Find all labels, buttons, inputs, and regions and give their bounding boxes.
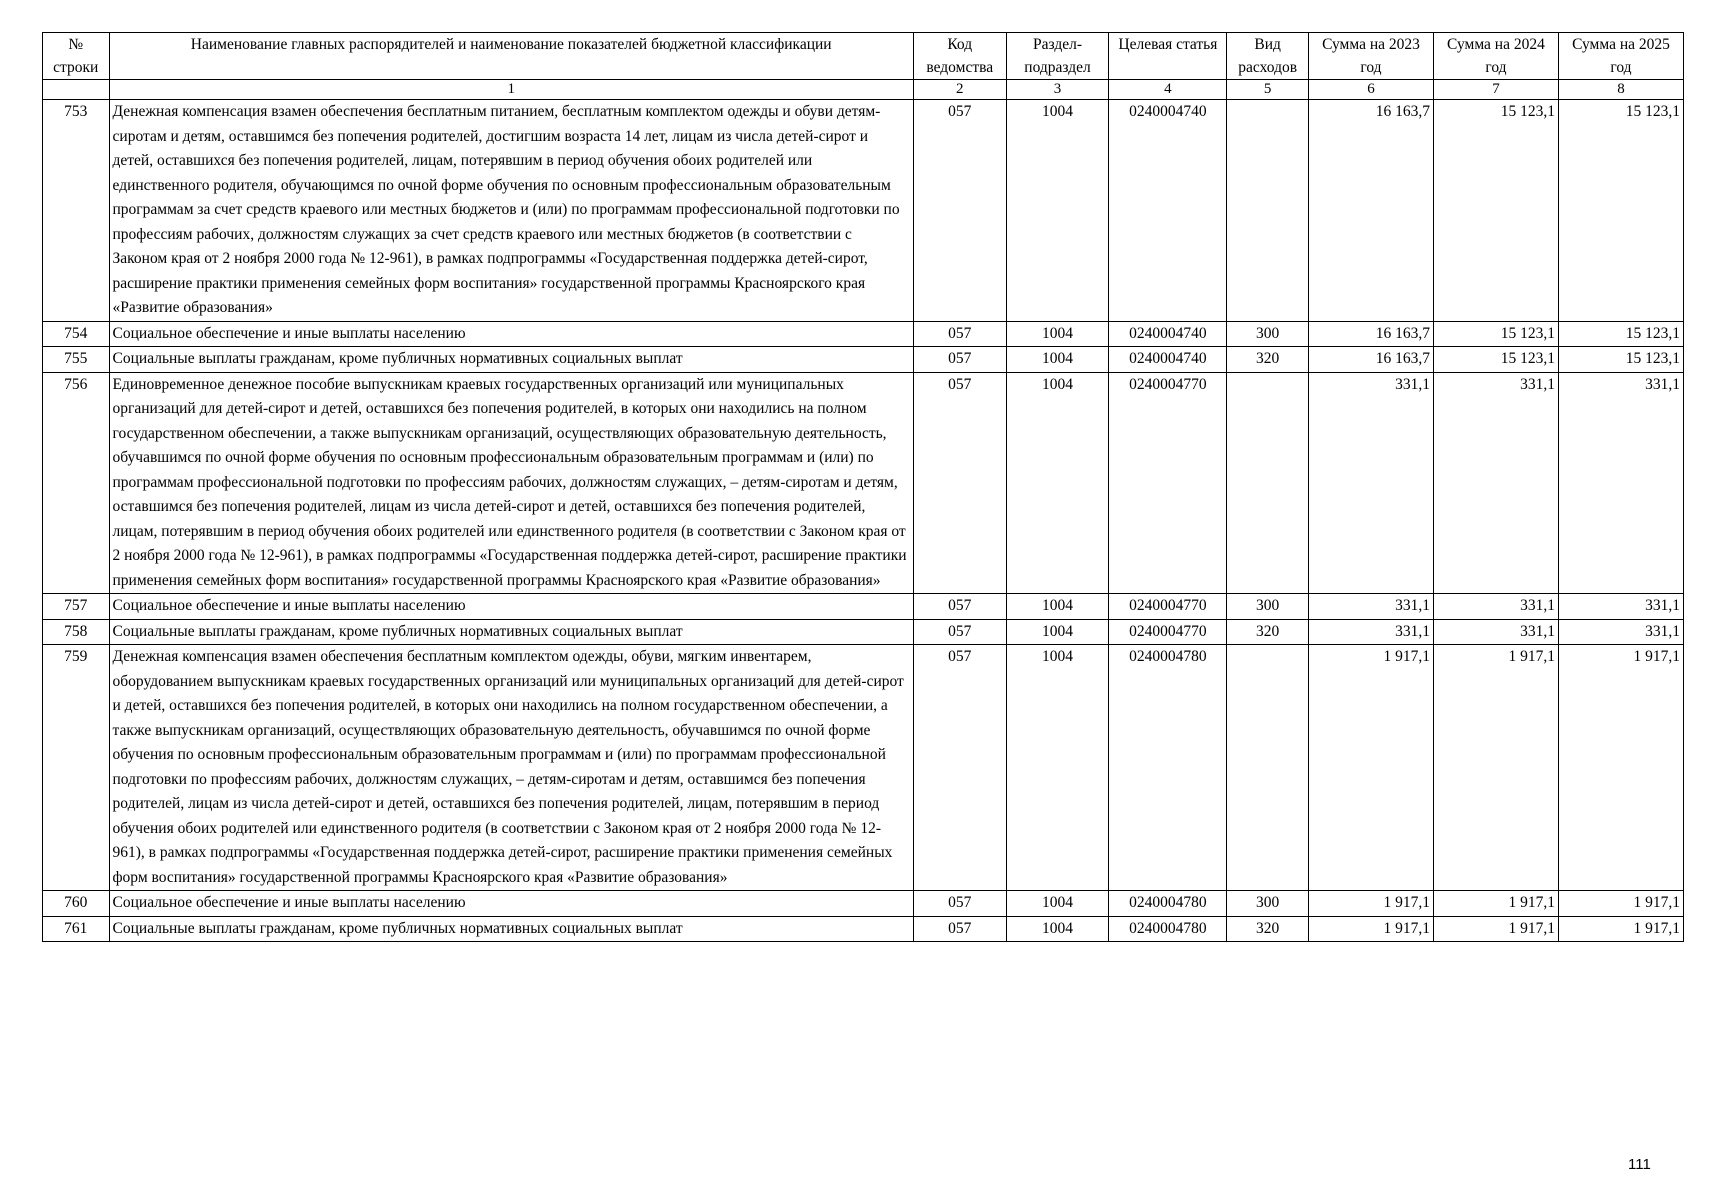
table-body xyxy=(43,100,1684,942)
ministry-code-cell: 057 xyxy=(913,891,1006,917)
table-row xyxy=(43,594,1684,620)
column-number: 7 xyxy=(1433,80,1558,100)
header-sum-2025: Сумма на 2025 год xyxy=(1558,33,1683,80)
row-number-cell: 758 xyxy=(43,619,110,645)
ministry-code-cell: 057 xyxy=(913,645,1006,891)
indicator-name-cell: Социальные выплаты гражданам, кроме публичных нормативных социальных выплат xyxy=(109,916,913,942)
target-article-cell: 0240004740 xyxy=(1109,100,1227,322)
target-article-cell: 0240004740 xyxy=(1109,347,1227,373)
indicator-name-cell: Денежная компенсация взамен обеспечения бесплатным питанием, бесплатным комплектом одежды и обуви детям-сиротам и детям, оставшимся без попечения родителей, достигшим возраста 14 лет, лицам из числа детей-сирот и детей, оставшихся без попечения родителей, лицам, потерявшим в период обучения обоих родителей или единственного родителя, обучающимся по очной форме обучения по основным профессиональным образовательным программам за счет средств краевого или местных бюджетов и (или) по программам профессиональной подготовки по профессиям рабочих, должностям служащих за счет средств краевого или местных бюджетов (в соответствии с Законом края от 2 ноября 2000 года № 12-961), в рамках подпрограммы «Государственная поддержка детей-сирот, расширение практики применения семейных форм воспитания» государственной программы Красноярского края «Развитие образования» xyxy=(109,100,913,322)
sum-2024-cell: 15 123,1 xyxy=(1433,321,1558,347)
target-article-cell: 0240004780 xyxy=(1109,916,1227,942)
sum-2024-cell: 1 917,1 xyxy=(1433,645,1558,891)
sum-2025-cell: 1 917,1 xyxy=(1558,891,1683,917)
sum-2024-cell: 1 917,1 xyxy=(1433,891,1558,917)
sum-2023-cell: 16 163,7 xyxy=(1308,321,1433,347)
indicator-name-cell: Социальное обеспечение и иные выплаты населению xyxy=(109,594,913,620)
ministry-code-cell: 057 xyxy=(913,100,1006,322)
ministry-code-cell: 057 xyxy=(913,916,1006,942)
table-row xyxy=(43,645,1684,891)
header-expense-type: Вид расходов xyxy=(1227,33,1309,80)
target-article-cell: 0240004770 xyxy=(1109,594,1227,620)
column-number: 6 xyxy=(1308,80,1433,100)
ministry-code-cell: 057 xyxy=(913,347,1006,373)
section-cell: 1004 xyxy=(1006,891,1109,917)
table-row xyxy=(43,916,1684,942)
ministry-code-cell: 057 xyxy=(913,619,1006,645)
row-number-cell: 753 xyxy=(43,100,110,322)
sum-2023-cell: 1 917,1 xyxy=(1308,916,1433,942)
sum-2025-cell: 15 123,1 xyxy=(1558,321,1683,347)
expense-type-cell: 300 xyxy=(1227,594,1309,620)
expense-type-cell: 300 xyxy=(1227,321,1309,347)
column-number xyxy=(43,80,110,100)
expense-type-cell xyxy=(1227,645,1309,891)
ministry-code-cell: 057 xyxy=(913,321,1006,347)
budget-table xyxy=(42,32,1684,942)
expense-type-cell: 320 xyxy=(1227,916,1309,942)
table-header xyxy=(43,33,1684,100)
sum-2023-cell: 16 163,7 xyxy=(1308,100,1433,322)
sum-2024-cell: 331,1 xyxy=(1433,619,1558,645)
column-number: 2 xyxy=(913,80,1006,100)
column-number: 1 xyxy=(109,80,913,100)
row-number-cell: 761 xyxy=(43,916,110,942)
indicator-name-cell: Социальное обеспечение и иные выплаты населению xyxy=(109,891,913,917)
table-row xyxy=(43,372,1684,594)
table-row xyxy=(43,347,1684,373)
sum-2023-cell: 331,1 xyxy=(1308,594,1433,620)
sum-2024-cell: 1 917,1 xyxy=(1433,916,1558,942)
row-number-cell: 759 xyxy=(43,645,110,891)
ministry-code-cell: 057 xyxy=(913,594,1006,620)
header-sum-2024: Сумма на 2024 год xyxy=(1433,33,1558,80)
row-number-cell: 754 xyxy=(43,321,110,347)
sum-2025-cell: 15 123,1 xyxy=(1558,100,1683,322)
sum-2025-cell: 1 917,1 xyxy=(1558,916,1683,942)
table-row xyxy=(43,619,1684,645)
sum-2025-cell: 331,1 xyxy=(1558,372,1683,594)
indicator-name-cell: Социальные выплаты гражданам, кроме публичных нормативных социальных выплат xyxy=(109,619,913,645)
expense-type-cell: 320 xyxy=(1227,619,1309,645)
sum-2025-cell: 1 917,1 xyxy=(1558,645,1683,891)
sum-2023-cell: 1 917,1 xyxy=(1308,891,1433,917)
header-name: Наименование главных распорядителей и наименование показателей бюджетной классификации xyxy=(109,33,913,80)
indicator-name-cell: Социальные выплаты гражданам, кроме публичных нормативных социальных выплат xyxy=(109,347,913,373)
column-number: 8 xyxy=(1558,80,1683,100)
section-cell: 1004 xyxy=(1006,645,1109,891)
page-number: 111 xyxy=(1628,1156,1651,1173)
indicator-name-cell: Единовременное денежное пособие выпускникам краевых государственных организаций или муниципальных организаций для детей-сирот и детей, оставшихся без попечения родителей, в которых они находились на полном государственном обеспечении, а также выпускникам организаций, осуществляющих образовательную деятельность, обучавшимся по очной форме обучения по основным профессиональным образовательным программам и (или) по программам профессиональной подготовки по профессиям рабочих, должностям служащих, – детям-сиротам и детям, оставшимся без попечения родителей, лицам из числа детей-сирот и детей, оставшихся без попечения родителей, лицам, потерявшим в период обучения обоих родителей или единственного родителя (в соответствии с Законом края от 2 ноября 2000 года № 12-961), в рамках подпрограммы «Государственная поддержка детей-сирот, расширение практики применения семейных форм воспитания» государственной программы Красноярского края «Развитие образования» xyxy=(109,372,913,594)
sum-2024-cell: 331,1 xyxy=(1433,372,1558,594)
column-number: 3 xyxy=(1006,80,1109,100)
target-article-cell: 0240004780 xyxy=(1109,891,1227,917)
sum-2025-cell: 331,1 xyxy=(1558,619,1683,645)
header-ministry-code: Код ведомства xyxy=(913,33,1006,80)
expense-type-cell: 320 xyxy=(1227,347,1309,373)
sum-2024-cell: 15 123,1 xyxy=(1433,100,1558,322)
table-row xyxy=(43,100,1684,322)
column-number-row xyxy=(43,80,1684,100)
header-row-number: № строки xyxy=(43,33,110,80)
section-cell: 1004 xyxy=(1006,347,1109,373)
sum-2025-cell: 15 123,1 xyxy=(1558,347,1683,373)
section-cell: 1004 xyxy=(1006,321,1109,347)
sum-2024-cell: 331,1 xyxy=(1433,594,1558,620)
section-cell: 1004 xyxy=(1006,372,1109,594)
row-number-cell: 756 xyxy=(43,372,110,594)
expense-type-cell xyxy=(1227,100,1309,322)
indicator-name-cell: Денежная компенсация взамен обеспечения бесплатным комплектом одежды, обуви, мягким инвентарем, оборудованием выпускникам краевых государственных организаций или муниципальных организаций для детей-сирот и детей, оставшихся без попечения родителей, в которых они находились на полном государственном обеспечении, а также выпускникам организаций, осуществляющих образовательную деятельность, обучавшимся по очной форме обучения по основным профессиональным образовательным программам и (или) по программам профессиональной подготовки по профессиям рабочих, должностям служащих, – детям-сиротам и детям, оставшимся без попечения родителей, лицам из числа детей-сирот и детей, оставшихся без попечения родителей, лицам, потерявшим в период обучения обоих родителей или единственного родителя (в соответствии с Законом края от 2 ноября 2000 года № 12-961), в рамках подпрограммы «Государственная поддержка детей-сирот, расширение практики применения семейных форм воспитания» государственной программы Красноярского края «Развитие образования» xyxy=(109,645,913,891)
table-row xyxy=(43,891,1684,917)
row-number-cell: 757 xyxy=(43,594,110,620)
section-cell: 1004 xyxy=(1006,916,1109,942)
section-cell: 1004 xyxy=(1006,100,1109,322)
target-article-cell: 0240004740 xyxy=(1109,321,1227,347)
target-article-cell: 0240004770 xyxy=(1109,619,1227,645)
section-cell: 1004 xyxy=(1006,619,1109,645)
column-number: 5 xyxy=(1227,80,1309,100)
sum-2025-cell: 331,1 xyxy=(1558,594,1683,620)
sum-2023-cell: 16 163,7 xyxy=(1308,347,1433,373)
section-cell: 1004 xyxy=(1006,594,1109,620)
expense-type-cell: 300 xyxy=(1227,891,1309,917)
sum-2023-cell: 1 917,1 xyxy=(1308,645,1433,891)
sum-2023-cell: 331,1 xyxy=(1308,372,1433,594)
header-section: Раздел-подраздел xyxy=(1006,33,1109,80)
expense-type-cell xyxy=(1227,372,1309,594)
column-number: 4 xyxy=(1109,80,1227,100)
target-article-cell: 0240004780 xyxy=(1109,645,1227,891)
table-row xyxy=(43,321,1684,347)
document-page xyxy=(42,32,1684,1173)
header-target: Целевая статья xyxy=(1109,33,1227,80)
header-sum-2023: Сумма на 2023 год xyxy=(1308,33,1433,80)
row-number-cell: 760 xyxy=(43,891,110,917)
row-number-cell: 755 xyxy=(43,347,110,373)
sum-2023-cell: 331,1 xyxy=(1308,619,1433,645)
sum-2024-cell: 15 123,1 xyxy=(1433,347,1558,373)
indicator-name-cell: Социальное обеспечение и иные выплаты населению xyxy=(109,321,913,347)
target-article-cell: 0240004770 xyxy=(1109,372,1227,594)
ministry-code-cell: 057 xyxy=(913,372,1006,594)
